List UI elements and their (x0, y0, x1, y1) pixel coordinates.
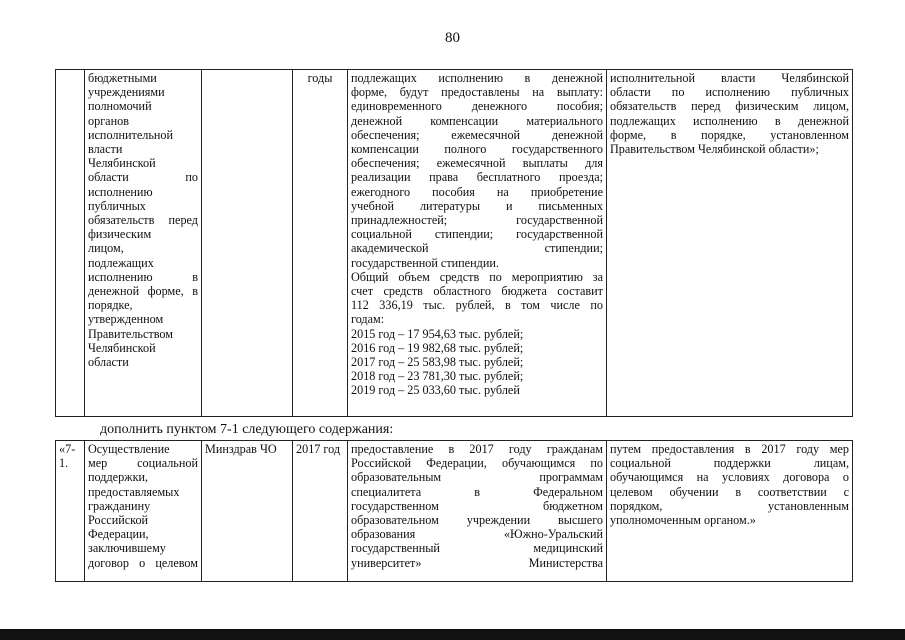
text-line: реализации права бесплатного проезда; (351, 170, 603, 185)
top-term-cell: годы (293, 70, 348, 417)
text-line: области по исполнению публичных (610, 85, 849, 100)
text-line: форме, будут предоставлены на выплату: (351, 85, 603, 100)
bottom-description-cell (348, 441, 607, 582)
text-line: Российской Федерации, обучающимся по (351, 456, 603, 471)
text-line: путем предоставления в 2017 году мер (610, 442, 849, 456)
text-line: образования «Южно-Уральский (351, 527, 603, 542)
text-line: образовательным программам (351, 470, 603, 485)
text-line: исполнению (88, 184, 153, 199)
bottom-result-cell (607, 441, 853, 582)
text-line: ежегодного пособия на приобретение (351, 184, 603, 199)
text-line: годам: (351, 312, 385, 327)
bottom-number-cell: «7-1. (56, 441, 85, 582)
text-line: счет средств областного бюджета составит (351, 284, 603, 299)
text-line: Правительством Челябинской области»; (610, 142, 819, 157)
text-line: органов (88, 113, 129, 128)
text-line: 2017 год – 25 583,98 тыс. рублей; (351, 355, 524, 370)
text-line: учреждениями (88, 85, 165, 100)
text-line: денежной форме, в (88, 284, 198, 299)
text-line: подлежащих исполнению в денежной (351, 71, 603, 85)
top-result-cell (607, 70, 853, 417)
top-name-cell (85, 70, 202, 417)
text-line: исполнительной (88, 127, 174, 142)
text-line: физическим (88, 227, 152, 242)
text-line: компенсации полного государственного (351, 142, 603, 157)
text-line: предоставляемых (88, 484, 180, 499)
text-line: власти (88, 142, 123, 157)
text-line: 112 336,19 тыс. рублей, в том числе по (351, 298, 603, 313)
text-line: порядке, (88, 298, 133, 313)
text-line: Российской (88, 513, 149, 528)
text-line: принадлежностей; государственной (351, 213, 603, 228)
text-line: договор о целевом (88, 555, 198, 570)
text-line: исполнению в (88, 269, 198, 284)
text-line: социальной поддержки лицам, (610, 456, 849, 471)
text-line: государственном бюджетном (351, 498, 603, 513)
text-line: публичных (88, 198, 146, 213)
text-line: мер социальной (88, 456, 198, 471)
text-line: образовательном учреждении высшего (351, 513, 603, 528)
text-line: обеспечения; ежемесячной денежной (351, 127, 603, 142)
text-line: Челябинской (88, 340, 156, 355)
text-line: лицом, (88, 241, 124, 256)
text-line: поддержки, (88, 470, 149, 485)
insert-instruction: дополнить пунктом 7-1 следующего содержания: (100, 422, 394, 437)
text-line: области по (88, 170, 198, 185)
top-executor-cell (202, 70, 293, 417)
text-line: государственный медицинский (351, 541, 603, 556)
text-line: обучающимся на условиях договора о (610, 470, 849, 485)
text-line: утвержденном (88, 312, 164, 327)
text-line: единовременного денежного пособия; (351, 99, 603, 114)
text-line: порядком, установленным (610, 498, 849, 513)
text-line: обязательств перед (88, 213, 198, 228)
text-line: обязательств перед физическим лицом, (610, 99, 849, 114)
text-line: академической стипендии; (351, 241, 603, 256)
top-number-cell (56, 70, 85, 417)
text-line: университет» Министерства (351, 555, 603, 570)
text-line: форме, в порядке, установленном (610, 127, 849, 142)
top-table (55, 69, 853, 417)
text-line: социальной стипендии; государственной (351, 227, 603, 242)
page-number: 80 (445, 30, 460, 46)
text-line: 2015 год – 17 954,63 тыс. рублей; (351, 326, 524, 341)
text-line: специалитета в Федеральном (351, 484, 603, 499)
text-line: подлежащих (88, 255, 154, 270)
scan-bottom-edge (0, 629, 905, 640)
text-line: Осуществление (88, 442, 170, 456)
text-line: полномочий (88, 99, 152, 114)
bottom-table (55, 440, 853, 582)
text-line: предоставление в 2017 году гражданам (351, 442, 603, 456)
text-line: Правительством (88, 326, 173, 341)
text-line: подлежащих исполнению в денежной (610, 113, 849, 128)
text-line: 2016 год – 19 982,68 тыс. рублей; (351, 340, 524, 355)
text-line: 2019 год – 25 033,60 тыс. рублей (351, 383, 520, 398)
bottom-term-cell: 2017 год (293, 441, 348, 582)
text-line: уполномоченным органом.» (610, 513, 756, 528)
text-line: Общий объем средств по мероприятию за (351, 269, 603, 284)
text-line: Федерации, (88, 527, 149, 542)
text-line: исполнительной власти Челябинской (610, 71, 849, 85)
bottom-name-cell (85, 441, 202, 582)
text-line: области (88, 355, 129, 370)
text-line: государственной стипендии. (351, 255, 499, 270)
text-line: 2018 год – 23 781,30 тыс. рублей; (351, 369, 524, 384)
top-description-cell (348, 70, 607, 417)
text-line: денежной компенсации материального (351, 113, 603, 128)
text-line: целевом обучении в соответствии с (610, 484, 849, 499)
bottom-executor-cell: Минздрав ЧО (202, 441, 293, 582)
text-line: гражданину (88, 498, 151, 513)
text-line: заключившему (88, 541, 166, 556)
text-line: Челябинской (88, 156, 156, 171)
text-line: бюджетными (88, 71, 157, 85)
text-line: учебной литературы и письменных (351, 198, 603, 213)
text-line: обеспечения; ежемесячной выплаты для (351, 156, 603, 171)
